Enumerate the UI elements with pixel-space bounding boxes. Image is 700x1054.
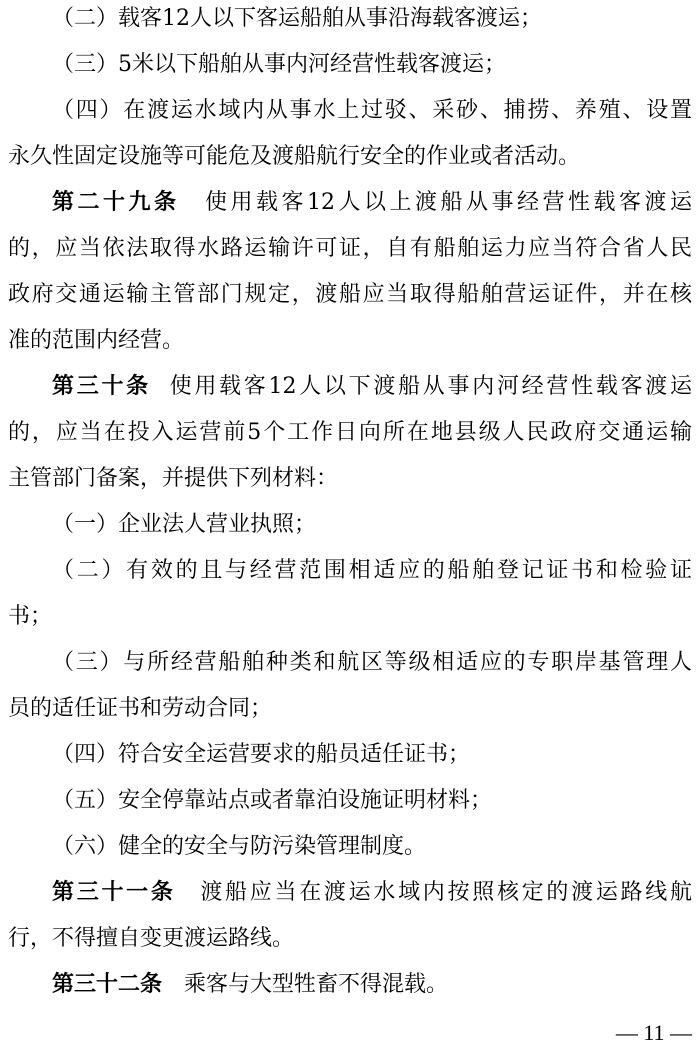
- page-number: — 11 —: [615, 1020, 692, 1045]
- article-heading: 第三十一条: [52, 880, 176, 905]
- paragraph-line: 员的适任证书和劳动合同；: [8, 696, 273, 721]
- article-32-line: [8, 972, 692, 998]
- paragraph-line: （三）5米以下船舶从事内河经营性载客渡运；: [52, 52, 506, 77]
- paragraph-line: 主管部门备案，并提供下列材料：: [8, 466, 339, 491]
- paragraph-line: 的，应当依法取得水路运输许可证，自有船舶运力应当符合省人民: [8, 236, 692, 261]
- list-item: （五）安全停靠站点或者靠泊设施证明材料；: [52, 788, 493, 813]
- paragraph-line: 行，不得擅自变更渡运路线。: [8, 926, 295, 951]
- paragraph-line: （四）在渡运水域内从事水上过驳、采砂、捕捞、养殖、设置: [52, 98, 692, 123]
- article-text: 使用载客12人以上渡船从事经营性载客渡运: [201, 190, 692, 215]
- list-item: （四）符合安全运营要求的船员适任证书；: [52, 742, 471, 767]
- paragraph-line: 政府交通运输主管部门规定，渡船应当取得船舶营运证件，并在核: [8, 282, 692, 307]
- paragraph-line: （二）载客12人以下客运船舶从事沿海载客渡运；: [52, 6, 542, 31]
- article-heading: 第三十二条: [52, 972, 163, 997]
- article-30-line: [8, 374, 692, 400]
- article-text: 渡船应当在渡运水域内按照核定的渡运路线航: [197, 880, 692, 905]
- list-item: （六）健全的安全与防污染管理制度。: [52, 834, 427, 859]
- article-29-line: [8, 190, 692, 216]
- list-item: （二）有效的且与经营范围相适应的船舶登记证书和检验证: [52, 558, 692, 583]
- list-item: （一）企业法人营业执照；: [52, 512, 317, 537]
- article-heading: 第二十九条: [52, 190, 180, 215]
- list-item: （三）与所经营船舶种类和航区等级相适应的专职岸基管理人: [52, 650, 692, 675]
- paragraph-line: 准的范围内经营。: [8, 328, 185, 353]
- article-heading: 第三十条: [52, 374, 151, 399]
- paragraph-line: 永久性固定设施等可能危及渡船航行安全的作业或者活动。: [8, 144, 581, 169]
- article-text: 乘客与大型牲畜不得混载。: [184, 972, 449, 997]
- article-text: 使用载客12人以下渡船从事内河经营性载客渡运: [166, 374, 692, 399]
- paragraph-line: 书；: [8, 604, 53, 629]
- paragraph-line: 的，应当在投入运营前5个工作日向所在地县级人民政府交通运输: [8, 420, 692, 445]
- article-31-line: [8, 880, 692, 906]
